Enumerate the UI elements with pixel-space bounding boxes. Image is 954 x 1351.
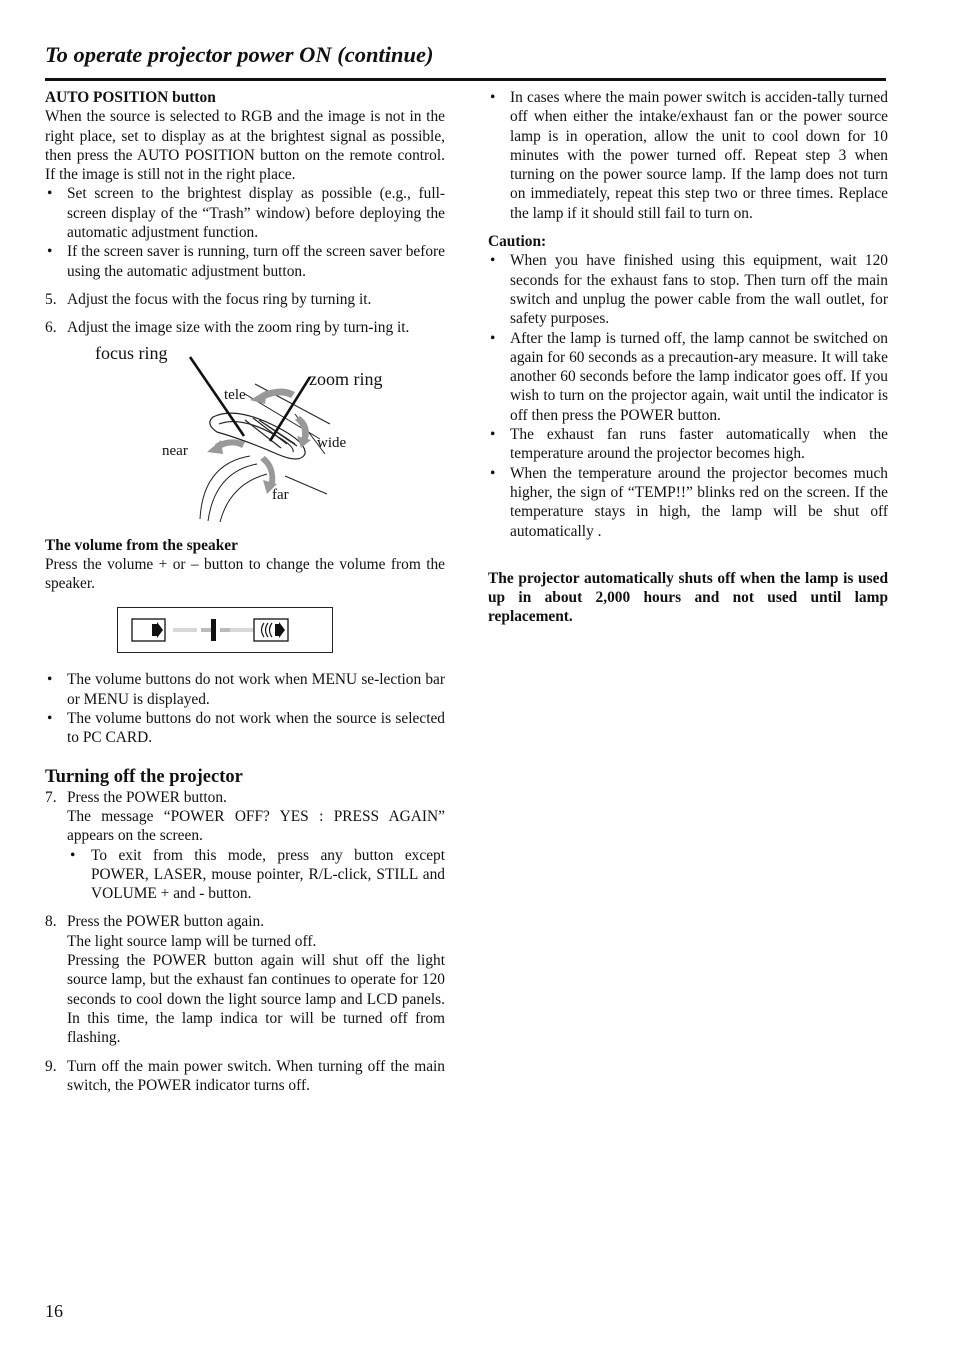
- auto-position-bullets: [45, 184, 445, 280]
- volume-heading: The volume from the speaker: [45, 536, 238, 554]
- step-text: Press the POWER button again.: [67, 913, 265, 931]
- volume-bullets: [45, 670, 445, 747]
- step-text: Adjust the image size with the zoom ring by turn-ing it.: [67, 319, 410, 337]
- list-item: • The exhaust fan runs faster automatically when the temperature around the projector becomes high.: [488, 425, 888, 464]
- list-item: • The volume buttons do not work when the source is selected to PC CARD.: [45, 709, 445, 748]
- step-text: Turn off the main power switch. When turning off the main switch, the POWER indicator turns off.: [67, 1057, 445, 1094]
- tele-label: tele: [224, 386, 246, 403]
- page-number: 16: [45, 1301, 63, 1321]
- list-item: • When the temperature around the projector becomes much higher, the sign of “TEMP!!” blinks red on the screen. If the temperature stays in high, the lamp will be shut off automatically .: [488, 464, 888, 541]
- step-text: Adjust the focus with the focus ring by turning it.: [67, 290, 372, 308]
- list-item: • The volume buttons do not work when MENU se-lection bar or MENU is displayed.: [45, 670, 445, 709]
- turning-off-heading: Turning off the projector: [45, 766, 243, 787]
- caution-heading: Caution:: [488, 233, 547, 251]
- speaker-low-icon: [132, 619, 165, 641]
- list-item: • In cases where the main power switch is acciden-tally turned off when either the intake/exhaust fan or the power source lamp is in operation, allow the unit to cool down for 10 minutes with the power turned off. Repeat step 3 when turning on the power source lamp. If the lamp does not turn on immediately, repeat this step two or three times. Replace the lamp if it should still fail to turn on.: [488, 88, 888, 223]
- list-item: • If the screen saver is running, turn off the screen saver before using the automatic adjustment button.: [45, 242, 445, 281]
- step-8: [45, 912, 445, 1047]
- step-number: 9.: [45, 1057, 57, 1075]
- step-6: [45, 318, 445, 337]
- lens-illustration: [45, 344, 445, 524]
- power-switch-bullets: [488, 88, 888, 223]
- step-number: 5.: [45, 290, 57, 308]
- step-number: 7.: [45, 788, 57, 806]
- near-label: near: [162, 442, 188, 459]
- list-item: • Set screen to the brightest display as possible (e.g., full-screen display of the “Trash” window) before deploying the automatic adjustment function.: [45, 184, 445, 242]
- lens-ring-diagram: [45, 344, 445, 524]
- wide-label: wide: [317, 434, 347, 451]
- step-7-sub-bullets: [67, 846, 445, 904]
- lamp-life-notice: The projector automatically shuts off when the lamp is used up in about 2,000 hours and not used until lamp replacement.: [488, 569, 888, 626]
- step-9: [45, 1057, 445, 1096]
- speaker-high-icon: [254, 619, 288, 641]
- page-title: To operate projector power ON (continue): [45, 42, 434, 67]
- title-divider: [45, 78, 886, 81]
- caution-bullets: [488, 251, 888, 540]
- volume-bar-graphic: [117, 607, 333, 653]
- auto-position-body: When the source is selected to RGB and the image is not in the right place, set to display as at the brightest signal as possible, then press the AUTO POSITION button on the remote control. If the image is still not in the right place.: [45, 108, 445, 184]
- zoom-ring-label: zoom ring: [309, 368, 383, 389]
- far-label: far: [272, 486, 289, 503]
- step-text: Pressing the POWER button again will shut off the light source lamp, but the exhaust fan continues to operate for 120 seconds to cool down the light source lamp and LCD panels. In this time, the lamp indica tor will be turned off from flashing.: [67, 952, 445, 1047]
- step-7: [45, 788, 445, 904]
- volume-body: Press the volume + or – button to change the volume from the speaker.: [45, 555, 445, 593]
- step-number: 8.: [45, 913, 57, 931]
- auto-position-heading: AUTO POSITION button: [45, 89, 216, 106]
- step-text: The light source lamp will be turned off.: [67, 932, 317, 950]
- step-5: [45, 290, 445, 309]
- step-text: The message “POWER OFF? YES : PRESS AGAIN” appears on the screen.: [67, 807, 445, 845]
- volume-bar: [118, 608, 332, 652]
- focus-ring-label: focus ring: [95, 342, 168, 363]
- list-item: • When you have finished using this equipment, wait 120 seconds for the exhaust fans to stop. Then turn off the main switch and unplug the power cable from the wall outlet, for safety purposes.: [488, 251, 888, 328]
- list-item: • To exit from this mode, press any button except POWER, LASER, mouse pointer, R/L-click, STILL and VOLUME + and - button.: [67, 846, 445, 904]
- step-text: Press the POWER button.: [67, 788, 227, 806]
- left-column: [45, 88, 445, 1095]
- step-number: 6.: [45, 319, 57, 337]
- right-column: [488, 88, 888, 627]
- list-item: • After the lamp is turned off, the lamp cannot be switched on again for 60 seconds as a precaution-ary measure. It will take another 60 seconds before the lamp indicator goes off. If you wish to turn on the projector again, wait until the indicator is off then press the POWER button.: [488, 329, 888, 425]
